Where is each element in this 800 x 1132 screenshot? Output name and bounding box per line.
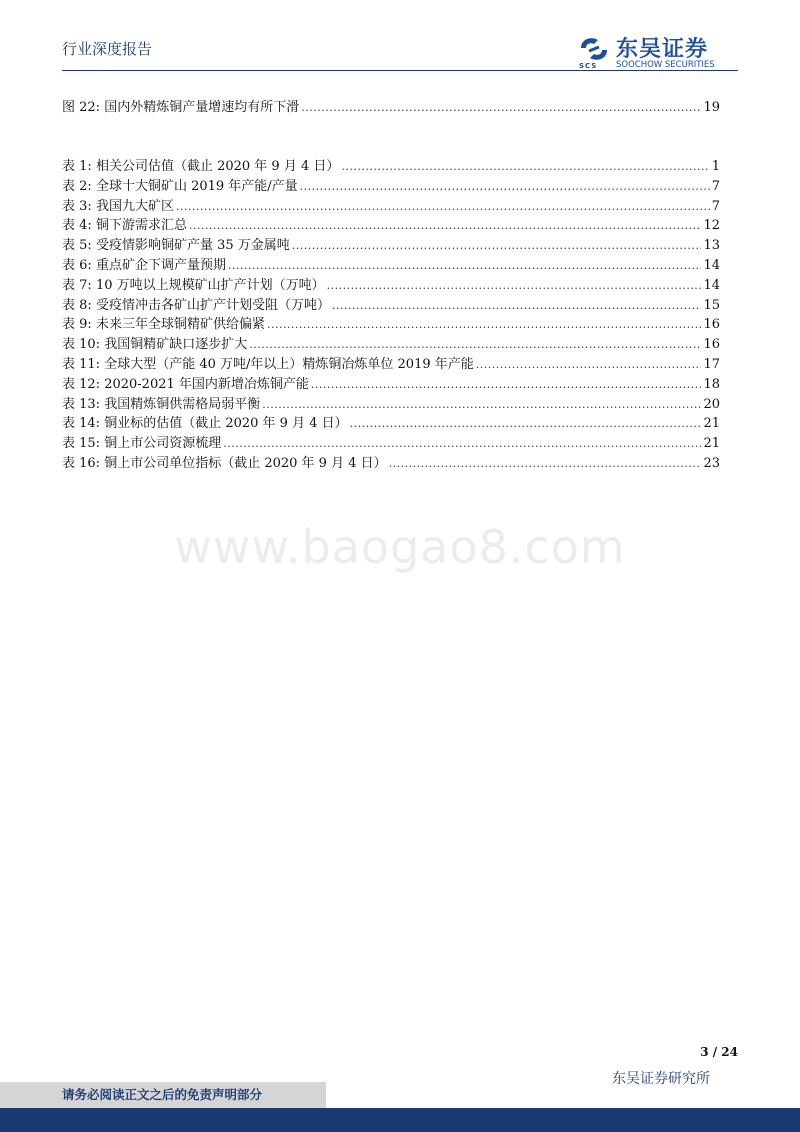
toc-entry-title bbox=[62, 155, 339, 174]
toc-entry[interactable] bbox=[62, 373, 720, 393]
toc-dot-leader bbox=[228, 259, 702, 272]
toc-entry-title bbox=[62, 96, 299, 115]
toc-entry-label: 图 22: bbox=[62, 100, 101, 115]
toc-entry-title bbox=[62, 313, 265, 332]
toc-entry-label: 表 7: bbox=[62, 277, 92, 293]
toc-entry-title bbox=[62, 373, 309, 392]
toc-dot-leader bbox=[389, 457, 702, 470]
toc-page-number: 23 bbox=[703, 455, 720, 471]
toc-page-number: 21 bbox=[703, 436, 720, 452]
toc-dot-leader bbox=[189, 219, 702, 232]
toc-entry[interactable] bbox=[62, 353, 720, 373]
toc-entry-title bbox=[62, 214, 187, 233]
toc-entry-text: 铜下游需求汇总 bbox=[95, 218, 187, 234]
toc-page-number: 14 bbox=[703, 277, 720, 293]
toc-entry-label: 表 1: bbox=[62, 159, 92, 174]
toc-entry-label: 表 14: bbox=[62, 416, 101, 432]
toc-entry-label: 表 10: bbox=[62, 337, 101, 353]
toc-page-number: 18 bbox=[703, 376, 720, 392]
toc-entry-label: 表 3: bbox=[62, 198, 92, 214]
toc-entry-text: 未来三年全球铜精矿供给偏紧 bbox=[95, 317, 265, 333]
toc-entry-text: 全球大型（产能 40 万吨/年以上）精炼铜冶炼单位 2019 年产能 bbox=[104, 356, 474, 372]
header-divider bbox=[62, 70, 738, 71]
toc-entry-label: 表 16: bbox=[62, 455, 101, 471]
toc-entry-title bbox=[62, 254, 226, 273]
toc-entry[interactable] bbox=[62, 333, 720, 353]
toc-entry-text: 2020-2021 年国内新增冶炼铜产能 bbox=[104, 376, 309, 392]
toc-page-number: 14 bbox=[703, 257, 720, 273]
figure-list bbox=[62, 96, 720, 116]
table-list bbox=[62, 155, 720, 472]
toc-page-number: 12 bbox=[703, 218, 720, 234]
toc-page-number: 19 bbox=[703, 100, 720, 115]
toc-entry-text: 全球十大铜矿山 2019 年产能/产量 bbox=[95, 178, 298, 194]
toc-entry[interactable] bbox=[62, 155, 720, 175]
toc-dot-leader bbox=[476, 358, 702, 371]
toc-entry-title bbox=[62, 432, 221, 451]
toc-entry-text: 国内外精炼铜产量增速均有所下滑 bbox=[104, 100, 300, 115]
toc-dot-leader bbox=[300, 180, 710, 193]
toc-dot-leader bbox=[223, 437, 701, 450]
logo-chinese-name: 东吴证券 bbox=[616, 37, 709, 62]
toc-entry-title bbox=[62, 412, 348, 431]
toc-entry-label: 表 5: bbox=[62, 238, 92, 254]
toc-page-number: 17 bbox=[703, 356, 720, 372]
toc-entry[interactable] bbox=[62, 96, 720, 116]
toc-entry[interactable] bbox=[62, 412, 720, 432]
toc-page-number: 7 bbox=[711, 178, 720, 194]
toc-dot-leader bbox=[350, 417, 702, 430]
toc-entry-title bbox=[62, 393, 260, 412]
toc-entry-label: 表 15: bbox=[62, 436, 101, 452]
toc-entry-label: 表 11: bbox=[62, 356, 101, 372]
toc-entry-text: 重点矿企下调产量预期 bbox=[95, 257, 226, 273]
logo-english-name: SOOCHOW SECURITIES bbox=[616, 60, 715, 70]
toc-dot-leader bbox=[292, 239, 702, 252]
toc-entry-title bbox=[62, 333, 247, 352]
toc-page-number: 7 bbox=[711, 198, 720, 214]
toc-page-number: 16 bbox=[703, 337, 720, 353]
disclaimer-banner: 请务必阅读正文之后的免责声明部分 bbox=[0, 1082, 326, 1108]
toc-entry[interactable] bbox=[62, 175, 720, 195]
page-number: 3 / 24 bbox=[700, 1045, 738, 1059]
toc-dot-leader bbox=[301, 101, 701, 114]
toc-entry[interactable] bbox=[62, 294, 720, 314]
toc-entry-title bbox=[62, 294, 330, 313]
toc-entry-title bbox=[62, 353, 474, 372]
toc-entry-text: 铜业标的估值（截止 2020 年 9 月 4 日） bbox=[104, 416, 348, 432]
toc-dot-leader bbox=[176, 200, 710, 213]
toc-entry-label: 表 8: bbox=[62, 297, 92, 313]
toc-page-number: 20 bbox=[703, 396, 720, 412]
toc-entry-label: 表 12: bbox=[62, 376, 101, 392]
toc-entry-text: 我国九大矿区 bbox=[95, 198, 174, 214]
toc-entry-title bbox=[62, 175, 298, 194]
toc-entry-text: 铜上市公司单位指标（截止 2020 年 9 月 4 日） bbox=[104, 455, 387, 471]
toc-dot-leader bbox=[332, 299, 702, 312]
logo-abbreviation: SCS bbox=[579, 62, 598, 70]
toc-dot-leader bbox=[249, 338, 701, 351]
logo-mark-icon bbox=[578, 34, 610, 64]
toc-entry[interactable] bbox=[62, 195, 720, 215]
toc-dot-leader bbox=[262, 398, 701, 411]
toc-page-number: 21 bbox=[703, 416, 720, 432]
toc-entry[interactable] bbox=[62, 393, 720, 413]
toc-dot-leader bbox=[327, 279, 702, 292]
toc-entry-label: 表 13: bbox=[62, 396, 101, 412]
toc-entry-title bbox=[62, 274, 325, 293]
toc-entry-title bbox=[62, 234, 290, 253]
toc-entry-title bbox=[62, 452, 387, 471]
toc-entry-label: 表 2: bbox=[62, 178, 92, 194]
footer-bar bbox=[0, 1108, 800, 1132]
toc-entry[interactable] bbox=[62, 234, 720, 254]
toc-entry-text: 相关公司估值（截止 2020 年 9 月 4 日） bbox=[95, 159, 340, 174]
toc-entry-text: 我国精炼铜供需格局弱平衡 bbox=[104, 396, 261, 412]
toc-page-number: 16 bbox=[703, 317, 720, 333]
watermark: www.baogao8.com bbox=[174, 520, 626, 574]
toc-entry[interactable] bbox=[62, 313, 720, 333]
institute-name: 东吴证券研究所 bbox=[612, 1071, 710, 1087]
toc-entry[interactable] bbox=[62, 452, 720, 472]
toc-dot-leader bbox=[311, 378, 702, 391]
toc-entry-title bbox=[62, 195, 174, 214]
toc-entry-text: 10 万吨以上规模矿山扩产计划（万吨） bbox=[95, 277, 325, 293]
toc-entry-label: 表 6: bbox=[62, 257, 92, 273]
report-category: 行业深度报告 bbox=[62, 40, 153, 58]
toc-entry-text: 受疫情冲击各矿山扩产计划受阻（万吨） bbox=[95, 297, 330, 313]
toc-entry-label: 表 9: bbox=[62, 317, 92, 333]
toc-page-number: 1 bbox=[711, 159, 720, 174]
toc-entry[interactable] bbox=[62, 432, 720, 452]
toc-entry[interactable] bbox=[62, 214, 720, 234]
toc-entry[interactable] bbox=[62, 274, 720, 294]
toc-dot-leader bbox=[267, 318, 702, 331]
toc-entry-text: 受疫情影响铜矿产量 35 万金属吨 bbox=[95, 238, 290, 254]
toc-page-number: 13 bbox=[703, 238, 720, 254]
toc-entry-label: 表 4: bbox=[62, 218, 92, 234]
toc-entry-text: 我国铜精矿缺口逐步扩大 bbox=[104, 337, 248, 353]
toc-dot-leader bbox=[341, 160, 709, 173]
toc-page-number: 15 bbox=[703, 297, 720, 313]
company-logo bbox=[578, 34, 740, 72]
toc-entry[interactable] bbox=[62, 254, 720, 274]
toc-entry-text: 铜上市公司资源梳理 bbox=[104, 436, 222, 452]
